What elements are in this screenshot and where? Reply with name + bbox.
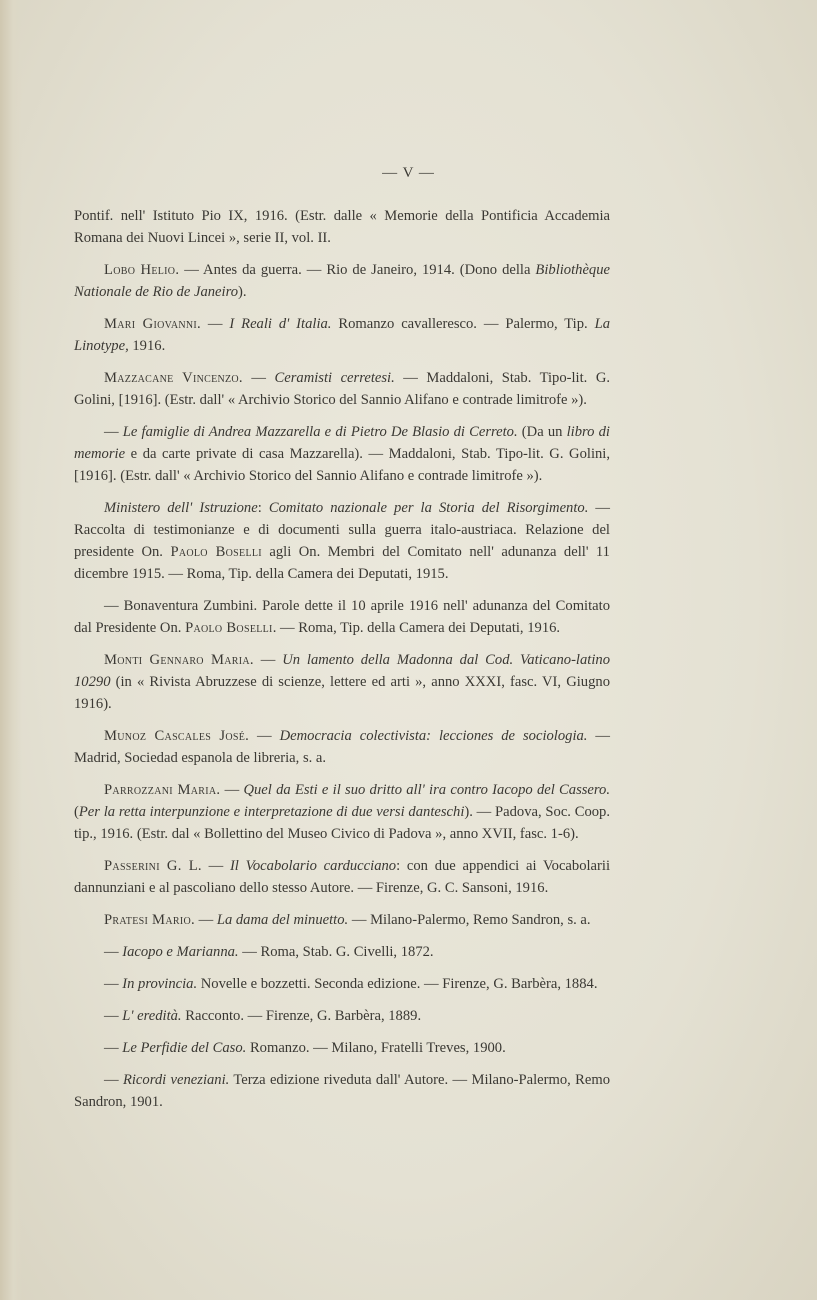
bibliography-entry: — Bonaventura Zumbini. Parole dette il 10 aprile 1916 nell' adunanza del Comitato dal Presidente On. Paolo Boselli. — Roma, Tip. della Camera dei Deputati, 1916.: [74, 598, 610, 636]
bibliography-entry: Parrozzani Maria. — Quel da Esti e il suo dritto all' ira contro Iacopo del Cassero. (Per la retta interpunzione e interpretazione di due versi danteschi). — Padova, Soc. Coop. tip., 1916. (Estr. dal « Bollettino del Museo Civico di Padova », anno XVII, fasc. 1-6).: [74, 782, 610, 842]
bibliography-entry: Lobo Helio. — Antes da guerra. — Rio de Janeiro, 1914. (Dono della Bibliothèque Nationale de Rio de Janeiro).: [74, 262, 610, 300]
entry-person: Paolo Boselli: [170, 544, 262, 560]
entry-title: Le Perfidie del Caso.: [122, 1040, 247, 1056]
entry-title: Per la retta interpunzione e interpretazione di due versi danteschi: [78, 804, 465, 820]
entry-title: Un lamento della Madonna dal Cod. Vaticano-latino 10290: [74, 652, 610, 690]
entry-title: L' eredità.: [122, 1008, 182, 1024]
bibliography-entry: Pontif. nell' Istituto Pio IX, 1916. (Estr. dalle « Memorie della Pontificia Accademia Romana dei Nuovi Lincei », serie II, vol. II.: [74, 208, 610, 246]
entry-title: Quel da Esti e il suo dritto all' ira contro Iacopo del Cassero.: [243, 782, 610, 798]
page-edge-shadow: [0, 0, 22, 1300]
entry-title: Democracia colectivista: lecciones de sociologia.: [279, 728, 588, 744]
entry-author: Parrozzani Maria.: [104, 782, 221, 798]
bibliography-entry: Monti Gennaro Maria. — Un lamento della Madonna dal Cod. Vaticano-latino 10290 (in « Rivista Abruzzese di scienze, lettere ed arti », anno XXXI, fasc. VI, Giugno 1916).: [74, 652, 610, 712]
bibliography-entry: — Iacopo e Marianna. — Roma, Stab. G. Civelli, 1872.: [104, 944, 434, 960]
entry-title: I Reali d' Italia.: [229, 316, 332, 332]
bibliography-entry: Passerini G. L. — Il Vocabolario carducciano: con due appendici ai Vocabolarii dannunziani e al pascoliano dello stesso Autore. — Firenze, G. C. Sansoni, 1916.: [74, 858, 610, 896]
entry-author: Mazzacane Vincenzo.: [104, 370, 243, 386]
entry-author: Pratesi Mario.: [104, 912, 195, 928]
bibliography-entry: Mari Giovanni. — I Reali d' Italia. Romanzo cavalleresco. — Palermo, Tip. La Linotype, 1916.: [74, 316, 611, 354]
entry-author: Munoz Cascales José.: [104, 728, 250, 744]
page-number: — V —: [382, 165, 435, 181]
bibliography-entry: Munoz Cascales José. — Democracia colectivista: lecciones de sociologia. — Madrid, Sociedad espanola de libreria, s. a.: [74, 728, 611, 766]
bibliography-entry: Pratesi Mario. — La dama del minuetto. — Milano-Palermo, Remo Sandron, s. a.: [104, 912, 591, 928]
entry-title: La dama del minuetto.: [216, 912, 349, 928]
bibliography-entry: — Ricordi veneziani. Terza edizione riveduta dall' Autore. — Milano-Palermo, Remo Sandron, 1901.: [74, 1072, 610, 1110]
bibliography-entry: Mazzacane Vincenzo. — Ceramisti cerretesi. — Maddaloni, Stab. Tipo-lit. G. Golini, [1916]. (Estr. dall' « Archivio Storico del Sannio Alifano e contrade limitrofe »).: [74, 370, 611, 408]
entry-title: Ceramisti cerretesi.: [274, 370, 395, 386]
entry-author: Mari Giovanni.: [104, 316, 201, 332]
entry-title: Comitato nazionale per la Storia del Risorgimento.: [268, 500, 589, 516]
entry-title: Ministero dell' Istruzione: [104, 500, 258, 516]
entry-title: Ricordi veneziani.: [122, 1072, 230, 1088]
entry-title: Il Vocabolario carducciano: [229, 858, 397, 874]
entry-author: Passerini G. L.: [104, 858, 202, 874]
bibliography-entry: Ministero dell' Istruzione: Comitato nazionale per la Storia del Risorgimento. — Raccolta di testimonianze e di documenti sulla guerra italo-austriaca. Relazione del presidente On. Paolo Boselli agli On. Membri del Comitato nell' adunanza dell' 11 dicembre 1915. — Roma, Tip. della Camera dei Deputati, 1915.: [74, 500, 611, 582]
bibliography-entry: — In provincia. Novelle e bozzetti. Seconda edizione. — Firenze, G. Barbèra, 1884.: [104, 976, 598, 992]
bibliography-text: [74, 205, 610, 1123]
entry-title: La Linotype,: [74, 316, 611, 354]
entry-person: Paolo Boselli: [185, 620, 273, 636]
entry-author: Monti Gennaro Maria.: [104, 652, 254, 668]
entry-title: In provincia.: [122, 976, 198, 992]
bibliography-entry: — L' eredità. Racconto. — Firenze, G. Barbèra, 1889.: [104, 1008, 422, 1024]
bibliography-entry: — Le famiglie di Andrea Mazzarella e di Pietro De Blasio di Cerreto. (Da un libro di memorie e da carte private di casa Mazzarella). — Maddaloni, Stab. Tipo-lit. G. Golini, [1916]. (Estr. dall' « Archivio Storico del Sannio Alifano e contrade limitrofe »).: [74, 424, 610, 484]
bibliography-entry: — Le Perfidie del Caso. Romanzo. — Milano, Fratelli Treves, 1900.: [104, 1040, 506, 1056]
entry-title: libro di memorie: [74, 424, 610, 462]
entry-title: Bibliothèque Nationale de Rio de Janeiro: [74, 262, 610, 300]
entry-title: Le famiglie di Andrea Mazzarella e di Pietro De Blasio di Cerreto.: [122, 424, 518, 440]
entry-title: Iacopo e Marianna.: [122, 944, 239, 960]
entry-author: Lobo Helio.: [104, 262, 180, 278]
